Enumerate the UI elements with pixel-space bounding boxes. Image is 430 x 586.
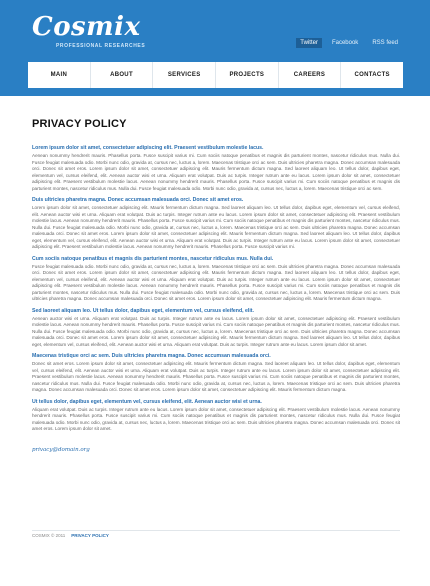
- section-heading: Sed laoreet aliquam leo. Ut tellus dolor, dapibus eget, elementum vel, cursus eleifend, elit.: [32, 307, 254, 314]
- section-heading: Cum sociis natoque penatibus et magnis dis parturient montes, nascetur ridiculus mus. Nulla dui.: [32, 255, 274, 262]
- logo-tagline: PROFESSIONAL RESEARCHES: [56, 43, 146, 49]
- rss-feed-link[interactable]: RSS feed: [372, 40, 398, 46]
- nav-item-projects[interactable]: PROJECTS: [216, 62, 279, 88]
- section-body: Fusce feugiat malesuada odio. Morbi nunc odio, gravida at, cursus nec, luctus a, lorem. Maecenas tristique orci ac sem. Duis ultricies pharetra magna. Donec accumsan malesuada orci. Donec sit amet eros. Lorem ipsum dolor sit amet, consectetuer adipiscing elit. Mauris fermentum dictum magna. Sed laoreet aliquam leo. Ut tellus dolor, dapibus eget, elementum vel, cursus eleifend, elit. Aenean auctor wisi et urna. Aliquam erat volutpat. Duis ac turpis. Integer rutrum ante eu lacus. Lorem ipsum dolor sit amet, consectetuer adipiscing elit. Praesent vestibulum molestie lacus. Aenean nonummy hendrerit mauris. Phasellus porta. Fusce suscipit varius mi. Cum sociis natoque penatibus et magnis dis parturient montes, nascetur ridiculus mus. Nulla dui. Fusce feugiat malesuada odio. Morbi nunc odio, gravida at, cursus nec, luctus a, lorem. Maecenas tristique orci ac sem. Duis ultricies pharetra magna. Donec accumsan malesuada orci. Donec sit amet eros. Lorem ipsum dolor sit amet, consectetuer adipiscing elit. Mauris fermentum dictum magna.: [32, 263, 400, 301]
- section-body: Aenean auctor wisi et urna. Aliquam erat volutpat. Duis ac turpis. Integer rutrum ante eu lacus. Lorem ipsum dolor sit amet, consectetuer adipiscing elit. Praesent vestibulum molestie lacus. Aenean nonummy hendrerit mauris. Phasellus porta. Fusce suscipit varius mi. Cum sociis natoque penatibus et magnis dis parturient montes, nascetur ridiculus mus. Nulla dui. Fusce feugiat malesuada odio. Morbi nunc odio, gravida at, cursus nec, luctus a, lorem. Maecenas tristique orci ac sem. Duis ultricies pharetra magna. Donec accumsan malesuada orci. Donec sit amet eros. Lorem ipsum dolor sit amet, consectetuer adipiscing elit. Mauris fermentum dictum magna. Sed laoreet aliquam leo. Ut tellus dolor, dapibus eget, elementum vel, cursus eleifend, elit. Aenean auctor wisi et urna. Aliquam erat volutpat. Duis ac turpis. Integer rutrum ante eu lacus. Lorem ipsum dolor sit amet.: [32, 315, 400, 347]
- nav-item-about[interactable]: ABOUT: [91, 62, 154, 88]
- policy-section: [32, 197, 400, 251]
- section-heading: Duis ultricies pharetra magna. Donec accumsan malesuada orci. Donec sit amet eros.: [32, 197, 244, 203]
- nav-item-main[interactable]: MAIN: [28, 62, 91, 88]
- copyright-text: COSMIX © 2011: [32, 533, 66, 538]
- section-heading: Lorem ipsum dolor sit amet, consectetuer adipiscing elit. Praesent vestibulum molestie lacus.: [32, 145, 264, 151]
- social-links: [296, 38, 402, 48]
- policy-section: [32, 353, 400, 394]
- section-body: Lorem ipsum dolor sit amet, consectetuer adipiscing elit. Mauris fermentum dictum magna. Sed laoreet aliquam leo. Ut tellus dolor, dapibus eget, elementum vel, cursus eleifend, elit. Aenean auctor wisi et urna. Aliquam erat volutpat. Duis ac turpis. Integer rutrum ante eu lacus. Lorem ipsum dolor sit amet, consectetuer adipiscing elit. Praesent vestibulum molestie lacus. Aenean nonummy hendrerit mauris. Phasellus porta. Fusce suscipit varius mi. Cum sociis natoque penatibus et magnis dis parturient montes, nascetur ridiculus mus. Nulla dui. Fusce feugiat malesuada odio. Morbi nunc odio, gravida at, cursus nec, luctus a, lorem. Maecenas tristique orci ac sem. Duis ultricies pharetra magna. Donec accumsan malesuada orci. Donec sit amet eros. Lorem ipsum dolor sit amet, consectetuer adipiscing elit. Mauris fermentum dictum magna. Sed laoreet aliquam leo. Ut tellus dolor, dapibus eget, elementum vel, cursus eleifend, elit. Aenean auctor wisi et urna. Aliquam erat volutpat. Duis ac turpis. Integer rutrum ante eu lacus. Lorem ipsum dolor sit amet, consectetuer adipiscing elit. Praesent vestibulum molestie lacus. Aenean nonummy hendrerit mauris. Phasellus porta. Fusce suscipit varius mi.: [32, 205, 400, 249]
- site-header: [0, 0, 430, 96]
- section-heading: Ut tellus dolor, dapibus eget, elementum vel, cursus eleifend, elit. Aenean auctor wisi et urna.: [32, 398, 262, 405]
- section-body: Aenean nonummy hendrerit mauris. Phasellus porta. Fusce suscipit varius mi. Cum sociis natoque penatibus et magnis dis parturient montes, nascetur ridiculus mus. Nulla dui. Fusce feugiat malesuada odio. Morbi nunc odio, gravida at, cursus nec, luctus a, lorem. Maecenas tristique orci ac sem. Duis ultricies pharetra magna. Donec accumsan malesuada orci. Donec sit amet eros. Lorem ipsum dolor sit amet, consectetuer adipiscing elit. Mauris fermentum dictum magna. Sed laoreet aliquam leo. Ut tellus dolor, dapibus eget, elementum vel, cursus eleifend, elit. Aenean auctor wisi et urna. Aliquam erat volutpat. Duis ac turpis. Integer rutrum ante eu lacus. Lorem ipsum dolor sit amet, consectetuer adipiscing elit. Praesent vestibulum molestie lacus. Aenean nonummy hendrerit mauris. Phasellus porta. Fusce suscipit varius mi. Cum sociis natoque penatibus et magnis dis parturient montes, nascetur ridiculus mus. Nulla dui. Fusce feugiat malesuada odio. Morbi nunc odio, gravida at, cursus nec, luctus a, lorem. Maecenas tristique orci ac sem.: [32, 153, 400, 191]
- nav-item-contacts[interactable]: CONTACTS: [354, 72, 390, 78]
- privacy-policy-link[interactable]: PRIVACY POLICY: [71, 533, 109, 538]
- page-title: PRIVACY POLICY: [32, 118, 127, 130]
- contact-email-link[interactable]: privacy@domain.org: [32, 446, 90, 453]
- section-heading: Maecenas tristique orci ac sem. Duis ultricies pharetra magna. Donec accumsan malesuada orci.: [32, 353, 271, 359]
- logo[interactable]: Cosmix: [32, 12, 141, 42]
- policy-section: [32, 399, 400, 433]
- main-content: [32, 118, 400, 453]
- facebook-link[interactable]: Facebook: [331, 40, 359, 46]
- site-footer: [32, 533, 109, 538]
- policy-section: [32, 145, 400, 192]
- nav-item-services[interactable]: SERVICES: [153, 62, 216, 88]
- footer-divider: [32, 530, 400, 531]
- nav-item-careers[interactable]: CAREERS: [279, 62, 342, 88]
- policy-section: [32, 256, 400, 303]
- policy-section: [32, 308, 400, 349]
- section-body: Aliquam erat volutpat. Duis ac turpis. Integer rutrum ante eu lacus. Lorem ipsum dolor sit amet, consectetuer adipiscing elit. Praesent vestibulum molestie lacus. Aenean nonummy hendrerit mauris. Phasellus porta. Fusce suscipit varius mi. Cum sociis natoque penatibus et magnis dis parturient montes, nascetur ridiculus mus. Nulla dui. Fusce feugiat malesuada odio. Morbi nunc odio, gravida at, cursus nec, luctus a, lorem. Maecenas tristique orci ac sem. Duis ultricies pharetra magna. Donec accumsan malesuada orci. Donec sit amet eros. Lorem ipsum dolor sit amet.: [32, 406, 400, 431]
- section-body: Donec sit amet eros. Lorem ipsum dolor sit amet, consectetuer adipiscing elit. Mauris fermentum dictum magna. Sed laoreet aliquam leo. Ut tellus dolor, dapibus eget, elementum vel, cursus eleifend, elit. Aenean auctor wisi et urna. Aliquam erat volutpat. Duis ac turpis. Integer rutrum ante eu lacus. Lorem ipsum dolor sit amet, consectetuer adipiscing elit. Praesent vestibulum molestie lacus. Aenean nonummy hendrerit mauris. Phasellus porta. Fusce suscipit varius mi. Cum sociis natoque penatibus et magnis dis parturient montes, nascetur ridiculus mus. Nulla dui. Fusce feugiat malesuada odio. Morbi nunc odio, gravida at, cursus nec, luctus a, lorem. Maecenas tristique orci ac sem. Duis ultricies pharetra magna. Donec accumsan malesuada orci. Donec sit amet eros. Lorem ipsum dolor sit amet, consectetuer adipiscing elit. Mauris fermentum dictum magna.: [32, 361, 400, 392]
- twitter-link[interactable]: Twitter: [296, 38, 322, 48]
- main-nav: [28, 62, 403, 88]
